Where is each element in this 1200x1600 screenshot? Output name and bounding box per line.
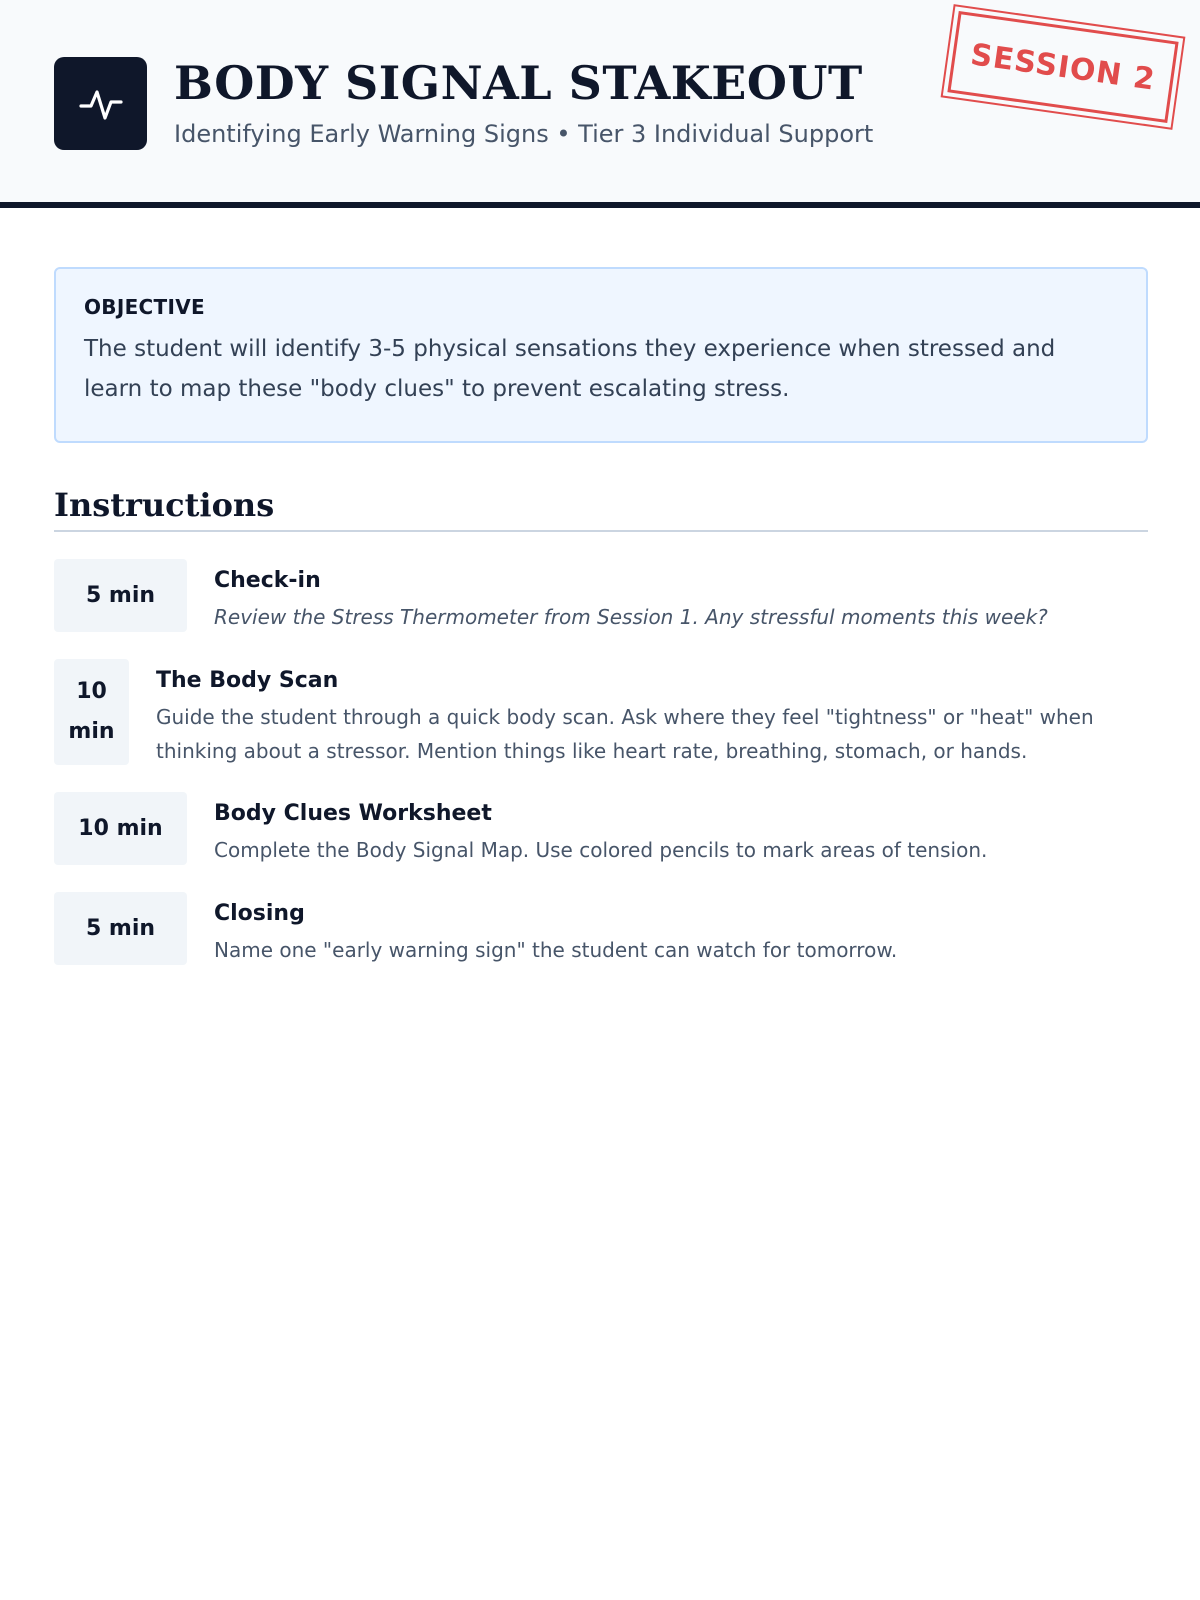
step-description: Review the Stress Thermometer from Session 1. Any stressful moments this week? bbox=[214, 605, 1048, 629]
step-title: The Body Scan bbox=[156, 668, 339, 693]
objective-label: OBJECTIVE bbox=[84, 295, 205, 319]
page-subtitle: Identifying Early Warning Signs • Tier 3 Individual Support bbox=[174, 120, 874, 148]
instruction-step-check-in bbox=[54, 559, 1148, 634]
session-stamp-label: SESSION 2 bbox=[968, 36, 1158, 98]
step-title: Check-in bbox=[214, 568, 321, 593]
instructions-divider bbox=[54, 530, 1148, 532]
step-title: Closing bbox=[214, 901, 305, 926]
step-duration: 10 min bbox=[54, 792, 187, 865]
step-body bbox=[214, 892, 897, 967]
pulse-icon bbox=[75, 78, 127, 130]
session-stamp bbox=[947, 11, 1178, 123]
objective-text: The student will identify 3-5 physical sensations they experience when stressed and learn to map these "body clues" to prevent escalating stress. bbox=[84, 336, 1056, 402]
step-title: Body Clues Worksheet bbox=[214, 801, 492, 826]
instruction-step-closing bbox=[54, 892, 1148, 967]
step-duration: 5 min bbox=[54, 892, 187, 965]
logo bbox=[54, 57, 147, 150]
step-body bbox=[214, 559, 1048, 634]
step-body bbox=[214, 792, 987, 867]
page-title: BODY SIGNAL STAKEOUT bbox=[174, 56, 863, 110]
header bbox=[0, 0, 1200, 208]
objective-box bbox=[54, 267, 1148, 443]
step-duration: 5 min bbox=[54, 559, 187, 632]
instruction-step-body-scan bbox=[54, 659, 1148, 768]
step-description: Guide the student through a quick body scan. Ask where they feel "tightness" or "heat" when thinking about a stressor. Mention things like heart rate, breathing, stomach, or hands. bbox=[156, 705, 1094, 763]
step-body bbox=[156, 659, 1148, 768]
step-duration: 10 min bbox=[54, 659, 129, 765]
instruction-step-worksheet bbox=[54, 792, 1148, 867]
step-description: Name one "early warning sign" the student can watch for tomorrow. bbox=[214, 938, 898, 962]
instructions-heading: Instructions bbox=[54, 486, 275, 524]
step-description: Complete the Body Signal Map. Use colored pencils to mark areas of tension. bbox=[214, 838, 988, 862]
